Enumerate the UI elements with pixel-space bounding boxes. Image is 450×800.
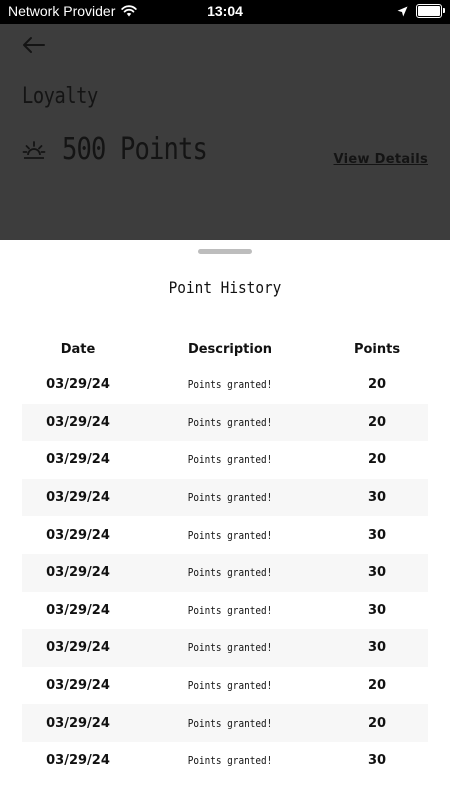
- table-row: [22, 667, 428, 705]
- points-summary: [22, 132, 233, 167]
- status-right: [397, 4, 442, 18]
- row-description: Points granted!: [187, 491, 273, 505]
- arrow-left-icon[interactable]: [20, 32, 48, 58]
- status-time: 13:04: [207, 3, 243, 19]
- carrier-label: Network Provider: [8, 3, 116, 19]
- table-row: [22, 742, 428, 780]
- row-date: 03/29/24: [46, 753, 110, 769]
- column-header-date: Date: [60, 341, 96, 357]
- view-details-link[interactable]: View Details: [333, 152, 428, 167]
- row-description: Points granted!: [187, 528, 273, 542]
- column-header-description: Description: [187, 341, 273, 357]
- row-date: 03/29/24: [46, 715, 110, 731]
- row-date: 03/29/24: [46, 565, 110, 581]
- table-row: [22, 704, 428, 742]
- row-description: Points granted!: [187, 641, 273, 655]
- row-points: 30: [367, 490, 387, 506]
- row-date: 03/29/24: [46, 490, 110, 506]
- row-description: Points granted!: [187, 378, 273, 392]
- row-points: 30: [367, 640, 387, 656]
- table-row: [22, 516, 428, 554]
- column-header-points: Points: [353, 341, 401, 357]
- location-arrow-icon: [397, 6, 408, 17]
- battery-level: [418, 6, 440, 16]
- row-points: 30: [367, 753, 387, 769]
- points-balance: 500 Points: [62, 132, 208, 167]
- row-points: 30: [367, 602, 387, 618]
- row-points: 30: [367, 565, 387, 581]
- table-row: [22, 404, 428, 442]
- loyalty-header: [0, 24, 450, 240]
- row-points: 20: [367, 715, 387, 731]
- battery-icon: [416, 4, 442, 18]
- page-title: Loyalty: [22, 84, 98, 109]
- row-description: Points granted!: [187, 754, 273, 768]
- row-date: 03/29/24: [46, 414, 110, 430]
- sheet-drag-handle[interactable]: [198, 249, 252, 254]
- row-date: 03/29/24: [46, 678, 110, 694]
- row-points: 20: [367, 377, 387, 393]
- table-row: [22, 554, 428, 592]
- row-description: Points granted!: [187, 566, 273, 580]
- row-points: 30: [367, 527, 387, 543]
- row-date: 03/29/24: [46, 602, 110, 618]
- row-description: Points granted!: [187, 453, 273, 467]
- point-history-table: [22, 332, 428, 780]
- table-header: [22, 332, 428, 366]
- point-history-sheet: [0, 240, 450, 800]
- row-date: 03/29/24: [46, 377, 110, 393]
- row-points: 20: [367, 414, 387, 430]
- row-description: Points granted!: [187, 603, 273, 617]
- table-row: [22, 479, 428, 517]
- row-description: Points granted!: [187, 415, 273, 429]
- table-row: [22, 629, 428, 667]
- row-date: 03/29/24: [46, 527, 110, 543]
- row-description: Points granted!: [187, 679, 273, 693]
- table-row: [22, 366, 428, 404]
- row-date: 03/29/24: [46, 452, 110, 468]
- row-points: 20: [367, 452, 387, 468]
- table-row: [22, 592, 428, 630]
- sheet-title: Point History: [168, 278, 282, 297]
- row-date: 03/29/24: [46, 640, 110, 656]
- table-row: [22, 441, 428, 479]
- row-description: Points granted!: [187, 716, 273, 730]
- row-points: 20: [367, 678, 387, 694]
- sunrise-icon: [22, 138, 46, 162]
- status-bar: [0, 0, 450, 24]
